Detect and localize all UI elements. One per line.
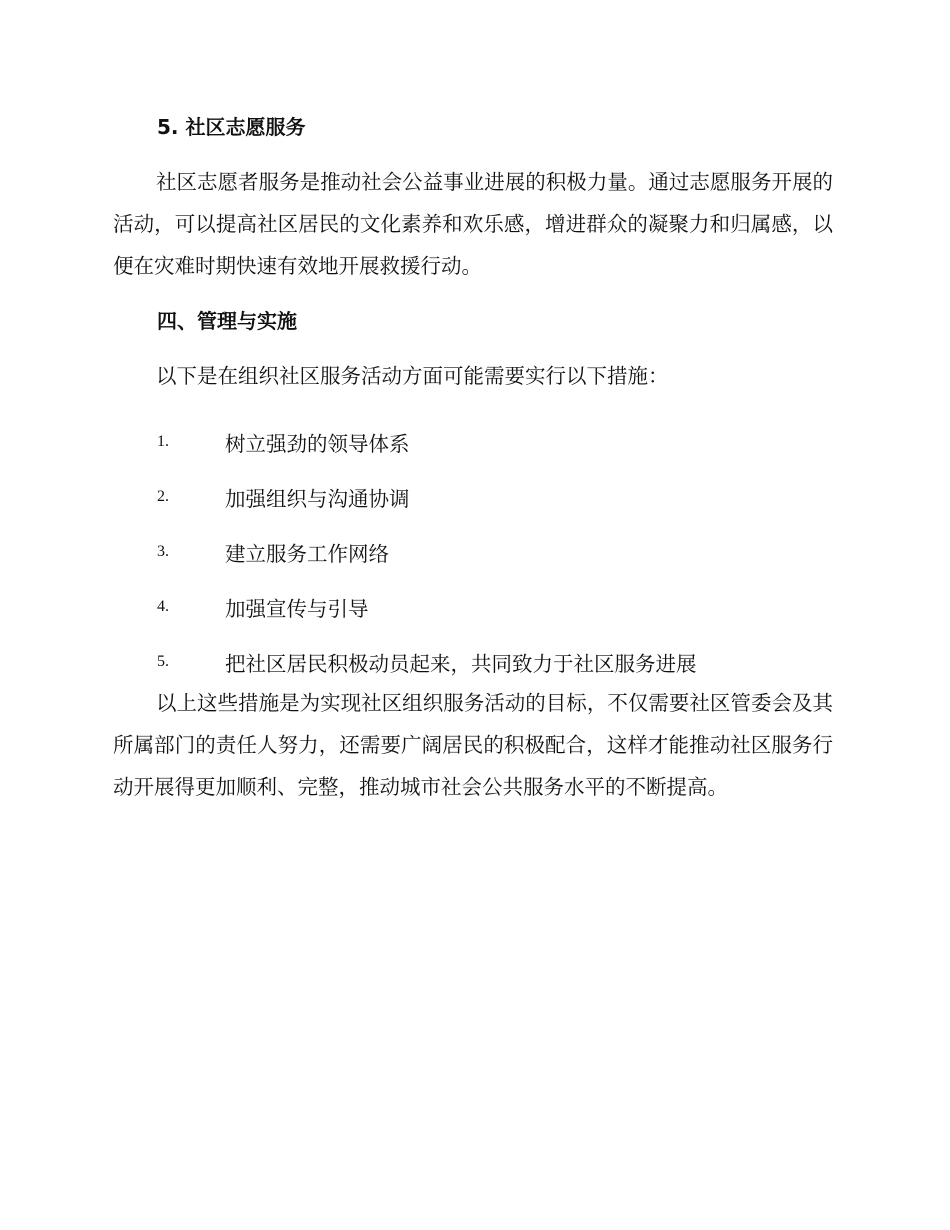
- section-heading-management: 四、管理与实施: [157, 309, 297, 333]
- paragraph-measures-intro: 以下是在组织社区服务活动方面可能需要实行以下措施：: [156, 364, 669, 388]
- paragraph-measures-conclusion: 以上这些措施是为实现社区组织服务活动的目标，不仅需要社区管委会及其所属部门的责任人努力，还需要广阔居民的积极配合，这样才能推动社区服务行动开展得更加顺利、完整，推动城市社会公共服务水平的不断提高。: [113, 691, 833, 799]
- section-heading-volunteer-service: 5. 社区志愿服务: [157, 115, 306, 139]
- list-item: [157, 524, 797, 579]
- list-item: [157, 414, 797, 469]
- list-item-text: 树立强劲的领导体系: [225, 431, 410, 456]
- list-item: [157, 634, 797, 689]
- list-item-number: 1.: [157, 432, 169, 450]
- list-item-text: 把社区居民积极动员起来，共同致力于社区服务进展: [225, 651, 697, 676]
- list-item-text: 加强宣传与引导: [225, 596, 369, 621]
- list-item-number: 4.: [157, 597, 169, 615]
- paragraph-volunteer-service: 社区志愿者服务是推动社会公益事业进展的积极力量。通过志愿服务开展的活动，可以提高社区居民的文化素养和欢乐感，增进群众的凝聚力和归属感，以便在灾难时期快速有效地开展救援行动。: [113, 170, 833, 278]
- list-item-number: 5.: [157, 652, 169, 670]
- list-item-number: 2.: [157, 487, 169, 505]
- list-item: [157, 469, 797, 524]
- list-item: [157, 579, 797, 634]
- list-item-text: 建立服务工作网络: [225, 541, 389, 566]
- list-item-text: 加强组织与沟通协调: [225, 486, 410, 511]
- list-item-number: 3.: [157, 542, 169, 560]
- measures-list: [157, 414, 797, 689]
